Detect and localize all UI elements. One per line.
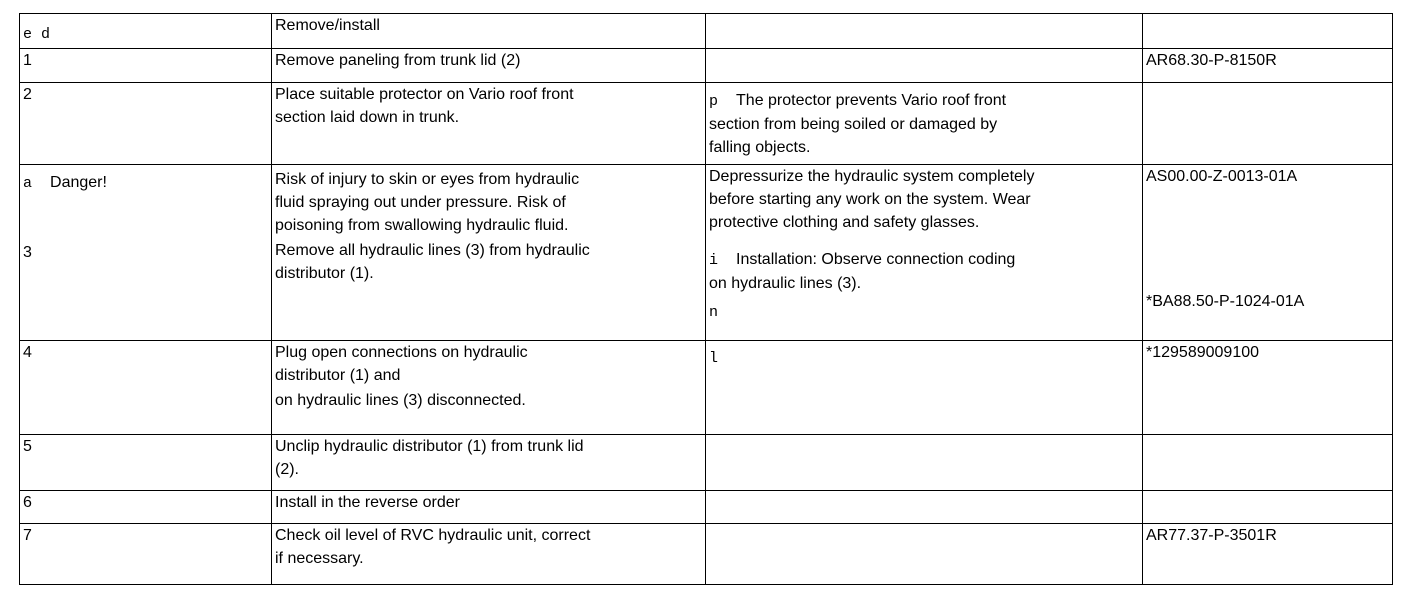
header-refs [1143, 14, 1393, 49]
step-number: 4 [20, 341, 272, 435]
danger-label: Danger! [50, 174, 107, 191]
step-number: 5 [20, 435, 272, 491]
table-row [20, 524, 1393, 585]
info-icon: i [709, 252, 719, 269]
step-note [706, 49, 1143, 83]
table-row [20, 435, 1393, 491]
step-action: Check oil level of RVC hydraulic unit, correct if necessary. [272, 524, 706, 585]
step-note: p The protector prevents Vario roof front section from being soiled or damaged by falling objects. [706, 83, 1143, 165]
note-symbol-icon: p [709, 93, 719, 110]
header-title: Remove/install [272, 14, 706, 49]
step-action: Place suitable protector on Vario roof front section laid down in trunk. [272, 83, 706, 165]
table-row [20, 491, 1393, 524]
header-symbols: e d [20, 14, 272, 49]
header-notes [706, 14, 1143, 49]
tool-icon: l [709, 350, 719, 367]
step-action: Plug open connections on hydraulic distributor (1) and on hydraulic lines (3) disconnected. [272, 341, 706, 435]
document-reference[interactable]: *129589009100 [1143, 341, 1393, 435]
step-number: 7 [20, 524, 272, 585]
danger-reference[interactable]: AS00.00-Z-0013-01A [1146, 168, 1298, 185]
document-reference[interactable]: AR77.37-P-3501R [1143, 524, 1393, 585]
tool-reference[interactable]: *BA88.50-P-1024-01A [1146, 293, 1305, 310]
step-number: a Danger! 3 [20, 165, 272, 341]
document-reference [1143, 165, 1393, 341]
step-note [706, 341, 1143, 435]
step-action: Remove paneling from trunk lid (2) [272, 49, 706, 83]
table-row [20, 83, 1393, 165]
step-number: 6 [20, 491, 272, 524]
step-number: 2 [20, 83, 272, 165]
step-number: 1 [20, 49, 272, 83]
document-reference [1143, 491, 1393, 524]
table-header-row [20, 14, 1393, 49]
step-note [706, 491, 1143, 524]
table-row [20, 49, 1393, 83]
procedure-table [19, 13, 1393, 585]
step-note: Depressurize the hydraulic system completely before starting any work on the system. Wear protective clothing and safety glasses. i Installation: Observe connection coding on hydraulic lines (3). n [706, 165, 1143, 341]
step-action: Risk of injury to skin or eyes from hydraulic fluid spraying out under pressure. Risk of poisoning from swallowing hydraulic fluid. Remove all hydraulic lines (3) from hydraulic distributor (1). [272, 165, 706, 341]
document-reference [1143, 83, 1393, 165]
step-action: Unclip hydraulic distributor (1) from trunk lid (2). [272, 435, 706, 491]
danger-icon: a [23, 175, 33, 192]
table-row [20, 341, 1393, 435]
step-note [706, 524, 1143, 585]
step-note [706, 435, 1143, 491]
step-action: Install in the reverse order [272, 491, 706, 524]
tool-icon: n [709, 304, 719, 321]
document-reference[interactable]: AR68.30-P-8150R [1143, 49, 1393, 83]
table-row [20, 165, 1393, 341]
document-reference [1143, 435, 1393, 491]
